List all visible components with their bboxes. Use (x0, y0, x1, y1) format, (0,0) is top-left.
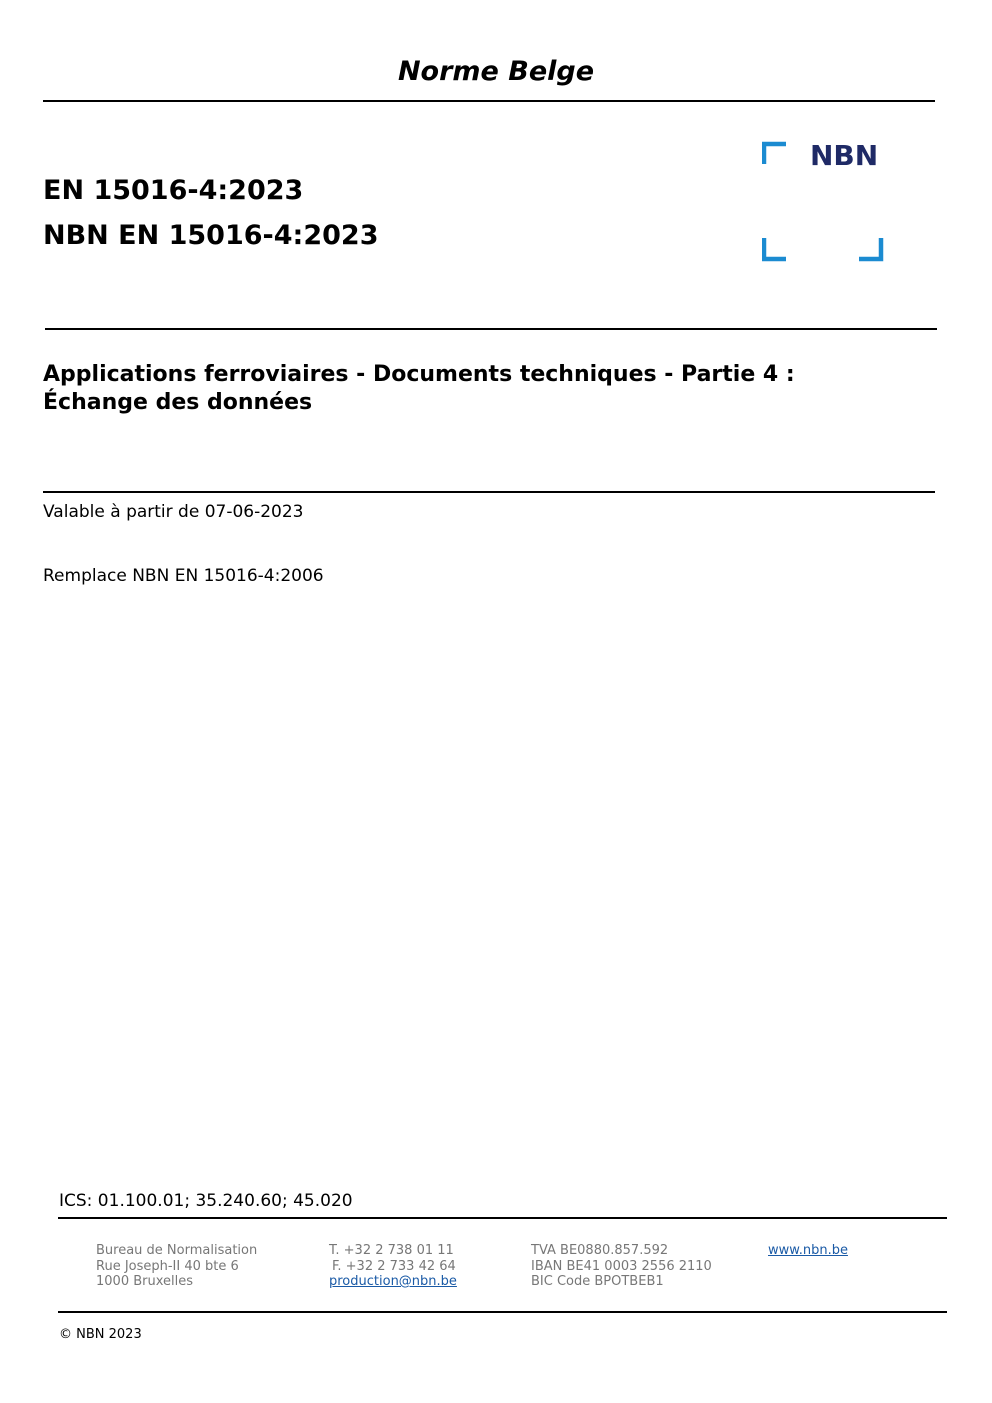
replaces-standard: Remplace NBN EN 15016-4:2006 (43, 566, 324, 586)
footer-bank (531, 1243, 712, 1290)
ics-codes: ICS: 01.100.01; 35.240.60; 45.020 (59, 1191, 353, 1211)
document-title-line-2: Échange des données (43, 390, 313, 415)
vat-number: TVA BE0880.857.592 (531, 1243, 669, 1258)
title-divider (43, 491, 935, 493)
bic-code: BIC Code BPOTBEB1 (531, 1274, 664, 1289)
iban-number: IBAN BE41 0003 2556 2110 (531, 1258, 712, 1274)
footer-web (768, 1243, 848, 1259)
codes-divider (45, 328, 937, 330)
page-header-title: Norme Belge (397, 56, 595, 87)
document-title (43, 361, 923, 417)
logo-text: NBN (810, 140, 879, 172)
header-divider (43, 100, 935, 102)
copyright-notice: © NBN 2023 (59, 1327, 142, 1342)
email-link[interactable]: production@nbn.be (329, 1274, 457, 1289)
footer-contact (329, 1243, 457, 1290)
footer-address (96, 1243, 257, 1290)
en-code: EN 15016-4:2023 (43, 175, 304, 206)
address-line: 1000 Bruxelles (96, 1274, 194, 1289)
nbn-logo (762, 140, 886, 266)
fax-number: F. +32 2 733 42 64 (332, 1258, 456, 1274)
nbn-code: NBN EN 15016-4:2023 (43, 220, 379, 251)
document-title-line-1: Applications ferroviaires - Documents techniques - Partie 4 : (43, 362, 795, 387)
address-line: Bureau de Normalisation (96, 1243, 258, 1258)
footer-bottom-divider (58, 1311, 947, 1313)
phone-number: T. +32 2 738 01 11 (329, 1243, 454, 1258)
validity-date: Valable à partir de 07-06-2023 (43, 502, 304, 522)
footer-top-divider (58, 1217, 947, 1219)
address-line: Rue Joseph-II 40 bte 6 (96, 1258, 239, 1274)
website-link[interactable]: www.nbn.be (768, 1243, 848, 1258)
